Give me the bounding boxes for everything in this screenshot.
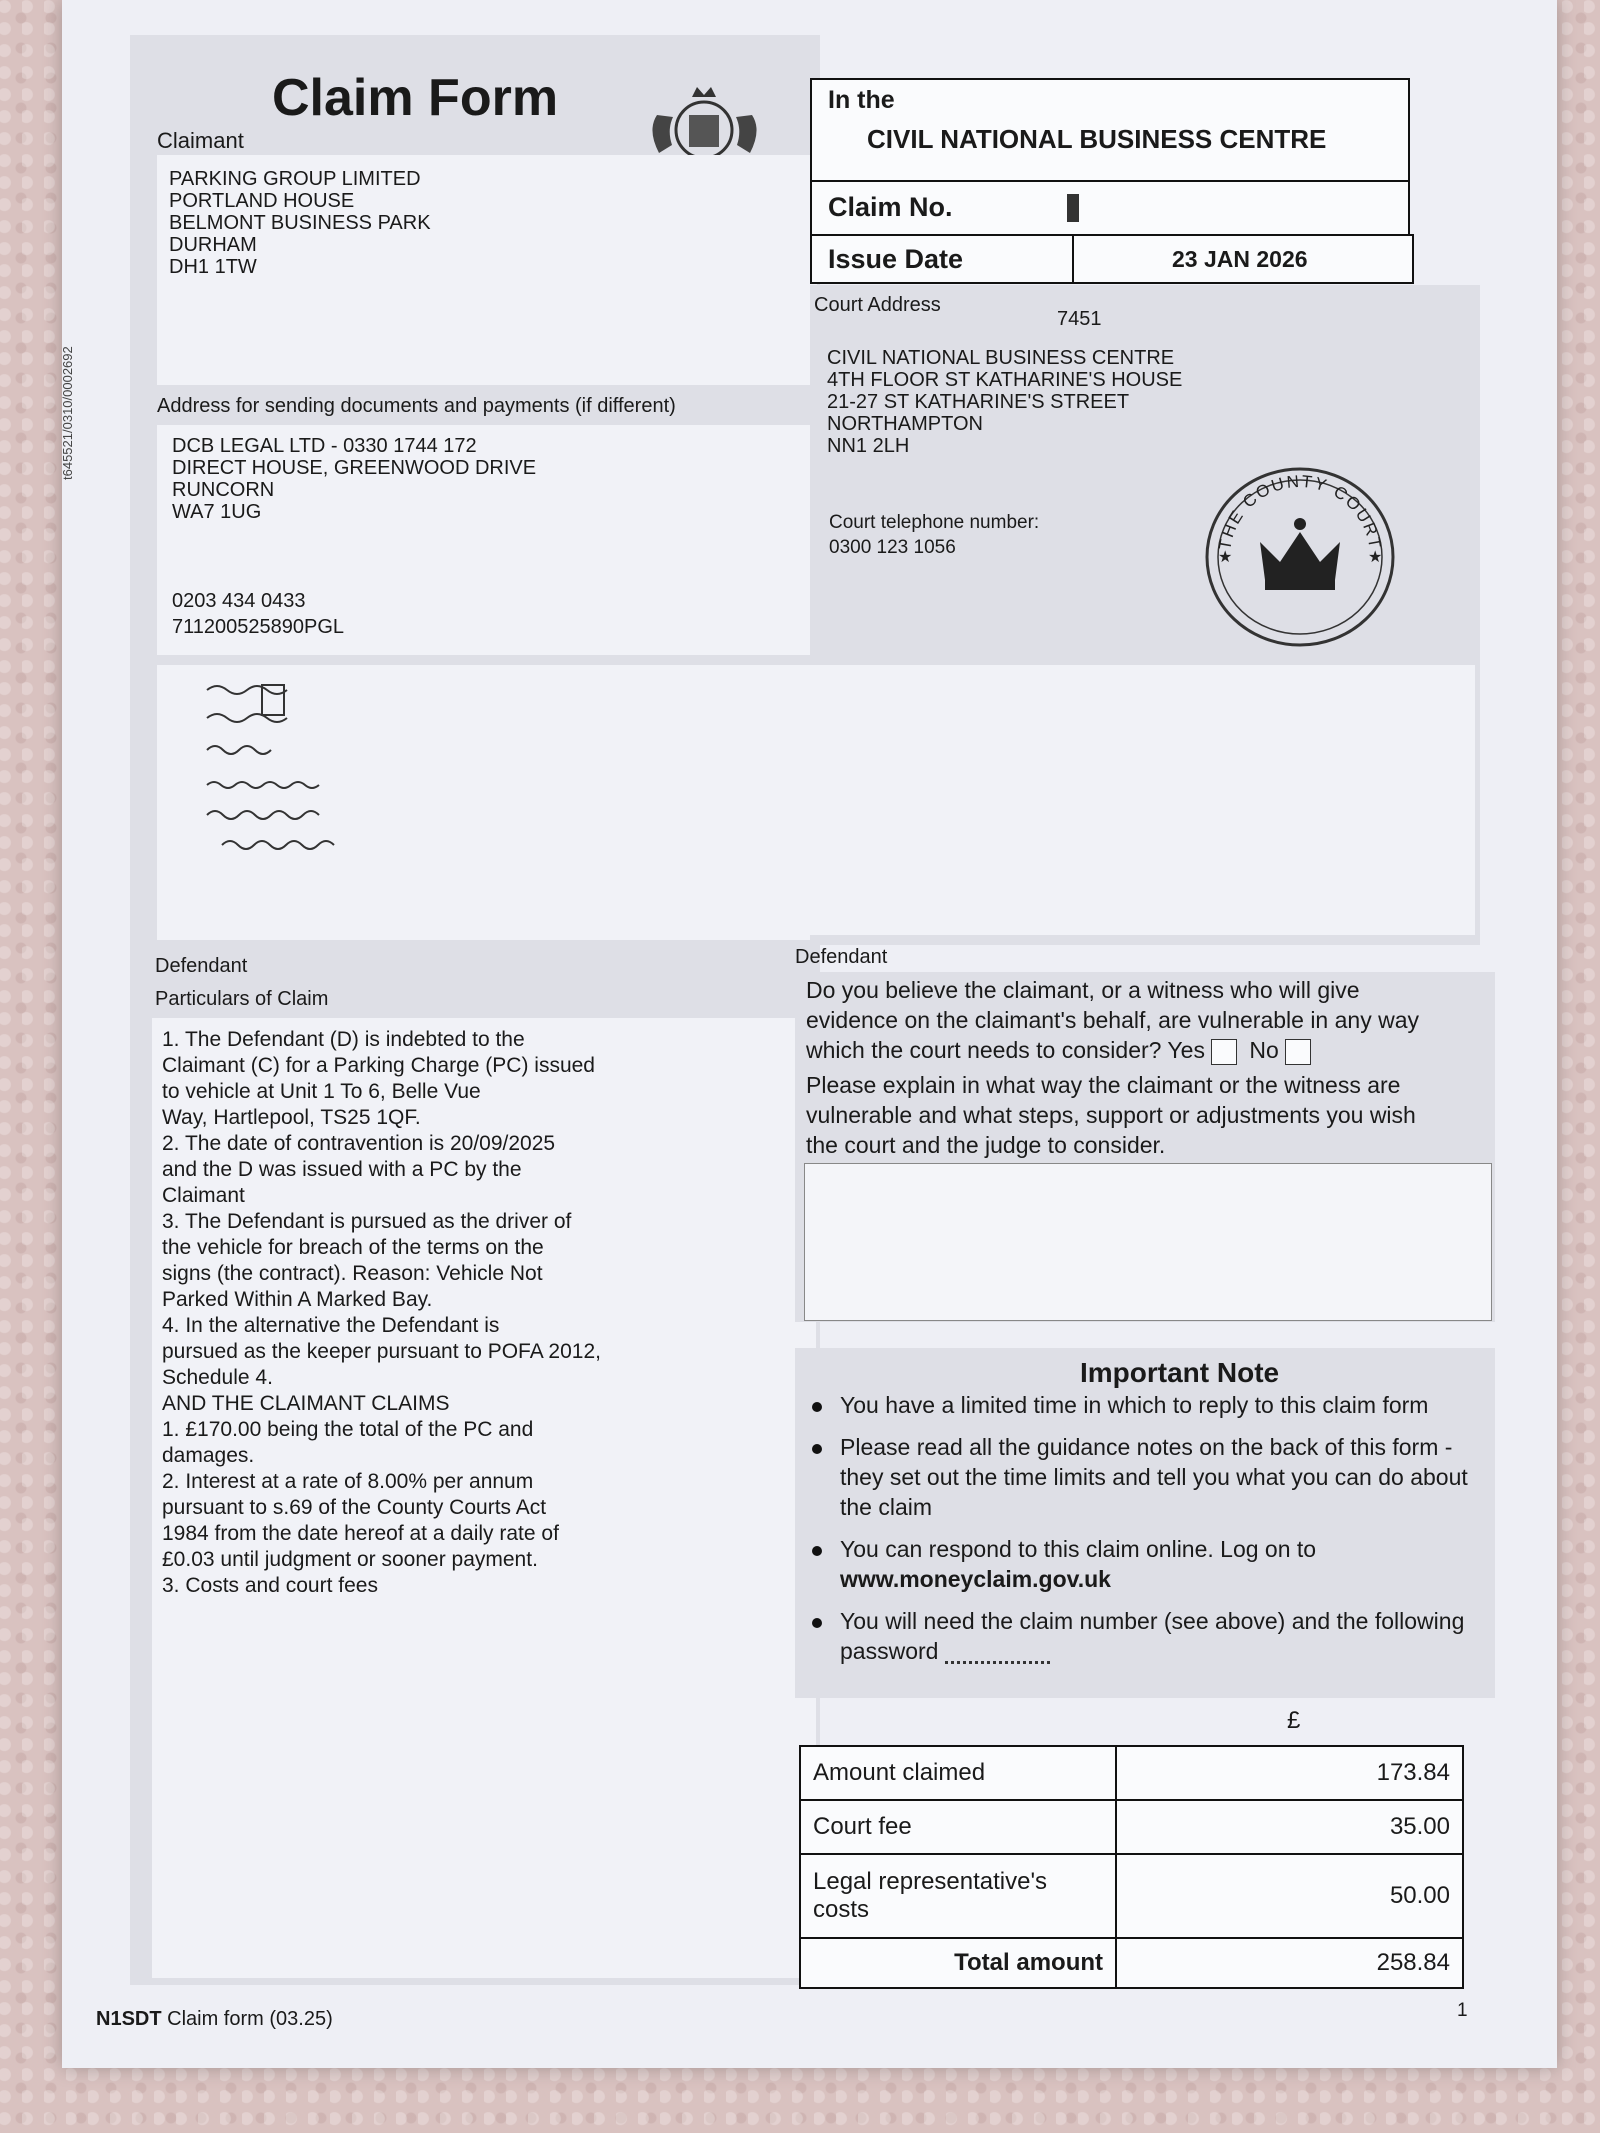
address-line: NN1 2LH bbox=[827, 435, 910, 457]
claim-no-redacted bbox=[1067, 194, 1079, 222]
particulars-line: Claimant (C) for a Parking Charge (PC) issued bbox=[162, 1054, 595, 1077]
footer-label: Claim form (03.25) bbox=[167, 2008, 333, 2030]
important-note-item: You have a limited time in which to reply to this claim form bbox=[804, 1390, 1474, 1420]
particulars-line: 1. The Defendant (D) is indebted to the bbox=[162, 1028, 525, 1051]
particulars-line: Parked Within A Marked Bay. bbox=[162, 1288, 433, 1311]
claim-no-box bbox=[810, 180, 1410, 236]
yes-checkbox[interactable] bbox=[1211, 1039, 1237, 1065]
amount-row bbox=[800, 1800, 1463, 1854]
address-line: NORTHAMPTON bbox=[827, 413, 983, 435]
amount-value: 35.00 bbox=[1116, 1800, 1463, 1854]
moneyclaim-link[interactable]: www.moneyclaim.gov.uk bbox=[840, 1566, 1111, 1592]
particulars-line: pursued as the keeper pursuant to POFA 2012, bbox=[162, 1340, 601, 1363]
page-number: 1 bbox=[1457, 2000, 1468, 2021]
defendant-label-right: Defendant bbox=[795, 946, 888, 968]
important-note-list bbox=[804, 1390, 1474, 1678]
seal-text: THE COUNTY COURT bbox=[1215, 471, 1385, 552]
send-address-label: Address for sending documents and payments (if different) bbox=[157, 395, 676, 417]
address-line: PARKING GROUP LIMITED bbox=[169, 168, 421, 190]
address-line: PORTLAND HOUSE bbox=[169, 190, 355, 212]
issue-date-box bbox=[810, 234, 1414, 284]
total-label: Total amount bbox=[800, 1938, 1116, 1988]
claim-form-sheet bbox=[62, 0, 1557, 2068]
defendant-label-left: Defendant bbox=[155, 955, 248, 977]
address-line: DCB LEGAL LTD - 0330 1744 172 bbox=[172, 435, 477, 457]
send-phone: 0203 434 0433 bbox=[172, 590, 306, 612]
particulars-line: Schedule 4. bbox=[162, 1366, 273, 1389]
address-line: DURHAM bbox=[169, 234, 257, 256]
send-address bbox=[172, 435, 536, 523]
particulars-line: 1. £170.00 being the total of the PC and bbox=[162, 1418, 534, 1441]
court-phone-label: Court telephone number: bbox=[829, 512, 1040, 533]
court-address-label: Court Address bbox=[814, 294, 941, 316]
send-reference: 711200525890PGL bbox=[172, 616, 345, 638]
total-row bbox=[800, 1938, 1463, 1988]
amount-row bbox=[800, 1854, 1463, 1938]
address-line: DH1 1TW bbox=[169, 256, 257, 278]
particulars-text bbox=[162, 1027, 601, 1599]
important-note-item bbox=[804, 1534, 1474, 1594]
address-line: 4TH FLOOR ST KATHARINE'S HOUSE bbox=[827, 369, 1183, 391]
particulars-line: signs (the contract). Reason: Vehicle Not bbox=[162, 1262, 543, 1285]
in-the-label: In the bbox=[828, 86, 895, 114]
amount-row bbox=[800, 1746, 1463, 1800]
yes-label: Yes bbox=[1167, 1037, 1205, 1063]
particulars-line: £0.03 until judgment or sooner payment. bbox=[162, 1548, 538, 1571]
particulars-line: to vehicle at Unit 1 To 6, Belle Vue bbox=[162, 1080, 481, 1103]
particulars-line: 4. In the alternative the Defendant is bbox=[162, 1314, 500, 1337]
vulnerability-explain-field[interactable] bbox=[804, 1163, 1492, 1321]
address-line: WA7 1UG bbox=[172, 501, 262, 523]
password-instruction: You will need the claim number (see above) and the following password bbox=[840, 1608, 1465, 1664]
address-line: RUNCORN bbox=[172, 479, 275, 501]
star-icon: ★ bbox=[1218, 547, 1233, 566]
vulnerability-question-text: Do you believe the claimant, or a witness who will give evidence on the claimant's behalf, are vulnerable in any way which the court needs to consider? bbox=[806, 977, 1419, 1063]
amounts-table bbox=[799, 1745, 1464, 1989]
explain-text: Please explain in what way the claimant or the witness are vulnerable and what steps, support or adjustments you wish the court and the judge to consider. bbox=[806, 1072, 1416, 1158]
amount-value: 50.00 bbox=[1116, 1854, 1463, 1938]
no-checkbox[interactable] bbox=[1285, 1039, 1311, 1065]
currency-symbol: £ bbox=[1287, 1707, 1301, 1734]
address-line: CIVIL NATIONAL BUSINESS CENTRE bbox=[827, 347, 1175, 369]
vulnerability-question bbox=[806, 975, 1446, 1065]
amount-value: 173.84 bbox=[1116, 1746, 1463, 1800]
side-reference: t645521/0310/0002692 bbox=[60, 346, 75, 480]
particulars-label: Particulars of Claim bbox=[155, 988, 329, 1010]
court-name-box bbox=[810, 78, 1410, 182]
footer-code: N1SDT bbox=[96, 2008, 162, 2030]
amount-label: Court fee bbox=[800, 1800, 1116, 1854]
particulars-line: Way, Hartlepool, TS25 1QF. bbox=[162, 1106, 421, 1129]
amount-label: Amount claimed bbox=[800, 1746, 1116, 1800]
amount-label: Legal representative's costs bbox=[800, 1854, 1116, 1938]
important-note-item bbox=[804, 1606, 1474, 1666]
address-line: 21-27 ST KATHARINE'S STREET bbox=[827, 391, 1130, 413]
particulars-line: 2. Interest at a rate of 8.00% per annum bbox=[162, 1470, 534, 1493]
claimant-label: Claimant bbox=[157, 128, 244, 153]
password-redacted bbox=[945, 1641, 1050, 1664]
claimant-address bbox=[169, 168, 431, 278]
redacted-defendant-address bbox=[202, 680, 442, 870]
particulars-line: damages. bbox=[162, 1444, 255, 1467]
address-line: DIRECT HOUSE, GREENWOOD DRIVE bbox=[172, 457, 537, 479]
court-phone: 0300 123 1056 bbox=[829, 537, 956, 558]
address-line: BELMONT BUSINESS PARK bbox=[169, 212, 431, 234]
particulars-line: and the D was issued with a PC by the bbox=[162, 1158, 522, 1181]
form-title: Claim Form bbox=[272, 69, 559, 127]
star-icon: ★ bbox=[1368, 547, 1383, 566]
issue-date-value: 23 JAN 2026 bbox=[1172, 246, 1308, 272]
total-value: 258.84 bbox=[1116, 1938, 1463, 1988]
particulars-line: Claimant bbox=[162, 1184, 245, 1207]
important-note-item: Please read all the guidance notes on the back of this form - they set out the time limits and tell you what you can do about the claim bbox=[804, 1432, 1474, 1522]
court-code: 7451 bbox=[1057, 308, 1102, 330]
online-response-text: You can respond to this claim online. Log on to bbox=[840, 1536, 1317, 1562]
particulars-line: pursuant to s.69 of the County Courts Act bbox=[162, 1496, 547, 1519]
particulars-line: 2. The date of contravention is 20/09/2025 bbox=[162, 1132, 556, 1155]
crown-icon bbox=[1260, 518, 1340, 590]
particulars-line: 1984 from the date hereof at a daily rate of bbox=[162, 1522, 559, 1545]
issue-date-divider bbox=[1072, 236, 1074, 282]
particulars-line: 3. The Defendant is pursued as the driver of bbox=[162, 1210, 572, 1233]
particulars-line: AND THE CLAIMANT CLAIMS bbox=[162, 1392, 450, 1415]
court-name: CIVIL NATIONAL BUSINESS CENTRE bbox=[867, 124, 1327, 154]
court-address bbox=[827, 347, 1182, 457]
county-court-seal bbox=[1200, 462, 1400, 652]
issue-date-label: Issue Date bbox=[828, 244, 964, 274]
no-label: No bbox=[1249, 1037, 1279, 1063]
important-note-title: Important Note bbox=[1080, 1357, 1280, 1388]
particulars-line: the vehicle for breach of the terms on the bbox=[162, 1236, 544, 1259]
footer bbox=[96, 2008, 333, 2031]
particulars-line: 3. Costs and court fees bbox=[162, 1574, 378, 1597]
claim-no-label: Claim No. bbox=[828, 192, 953, 222]
defendant-right-box bbox=[795, 665, 1475, 935]
